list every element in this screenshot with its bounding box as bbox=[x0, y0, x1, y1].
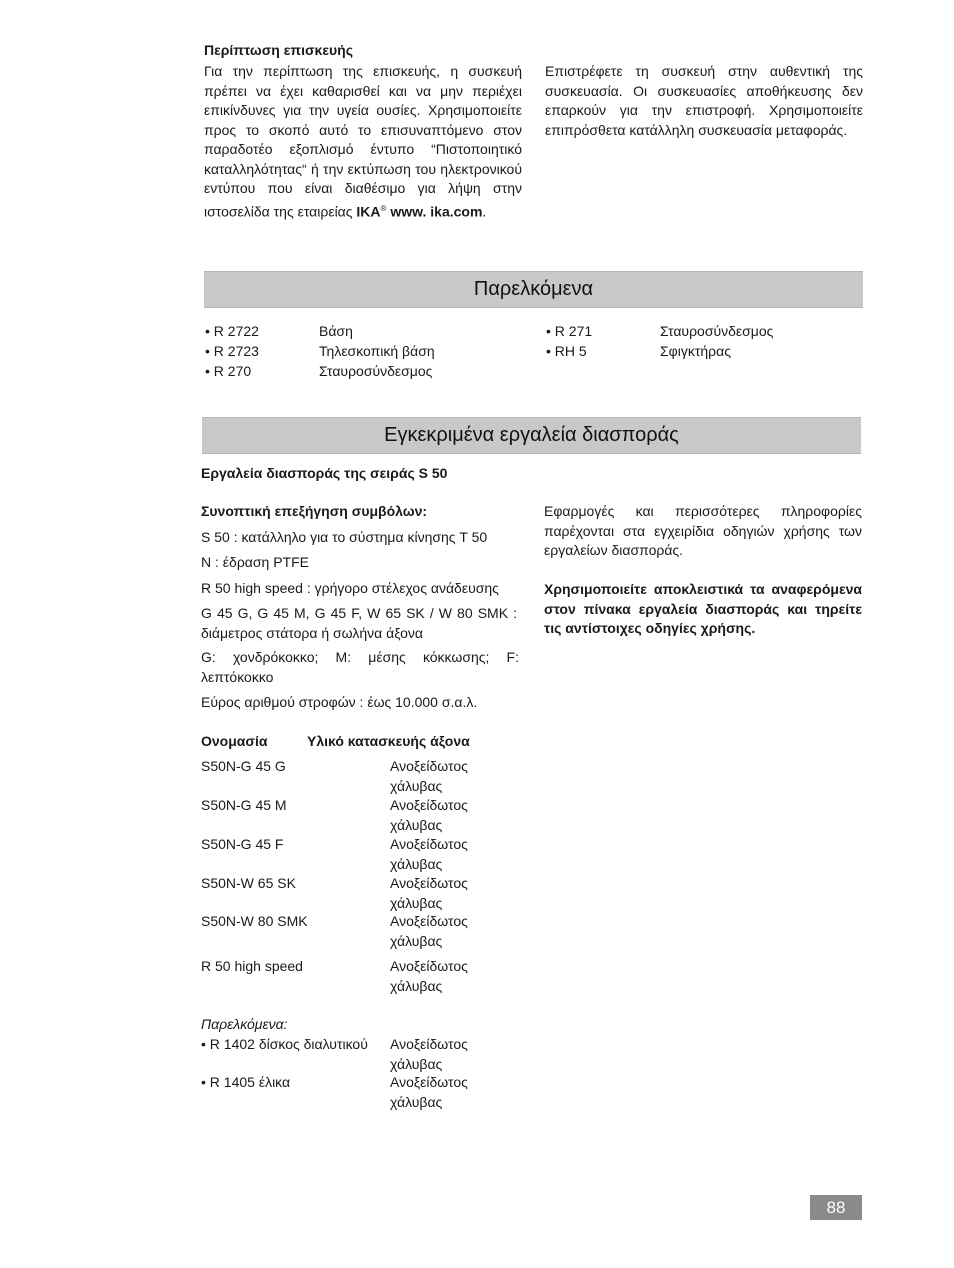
tool-name: S50N-G 45 M bbox=[201, 797, 287, 813]
tools-banner bbox=[202, 417, 861, 454]
tool-material: Ανοξείδωτος χάλυβας bbox=[390, 913, 468, 949]
symbol-line: G 45 G, G 45 M, G 45 F, W 65 SK / W 80 SMK : διάμετρος στάτορα ή σωλήνα άξονα bbox=[201, 605, 517, 641]
tools-subtitle: Εργαλεία διασποράς της σειράς S 50 bbox=[201, 465, 448, 481]
accessory-code: • R 271 bbox=[546, 323, 593, 339]
symbol-line: R 50 high speed : γρήγορο στέλεχος ανάδευσης bbox=[201, 580, 499, 596]
repair-text-right: Επιστρέφετε τη συσκευή στην αυθεντική της συσκευασία. Οι συσκευασίες αποθήκευσης δεν επαρκούν για την επιστροφή. Χρησιμοποιείτε επιπρόσθετα κατάλληλη συσκευασία μεταφοράς. bbox=[545, 63, 863, 138]
repair-text-left bbox=[204, 62, 522, 222]
brand-name: IKA bbox=[356, 203, 381, 220]
accessory-code: • R 2722 bbox=[205, 323, 259, 339]
repair-heading: Περίπτωση επισκευής bbox=[204, 42, 353, 58]
tool-material: Ανοξείδωτος χάλυβας bbox=[390, 875, 468, 911]
table-header bbox=[201, 732, 521, 752]
table-header-name: Ονομασία bbox=[201, 733, 268, 749]
tool-material: Ανοξείδωτος χάλυβας bbox=[390, 1036, 468, 1072]
accessory-name: Σφιγκτήρας bbox=[660, 343, 731, 359]
symbol-line: Εύρος αριθμού στροφών : έως 10.000 σ.α.λ. bbox=[201, 694, 478, 710]
accessory-name: Τηλεσκοπική βάση bbox=[319, 343, 435, 359]
tools-title: Εγκεκριμένα εργαλεία διασποράς bbox=[384, 424, 679, 446]
tool-name: • R 1402 δίσκος διαλυτικού bbox=[201, 1036, 368, 1052]
tool-material: Ανοξείδωτος χάλυβας bbox=[390, 958, 468, 994]
accessory-code: • RH 5 bbox=[546, 343, 587, 359]
tool-name: S50N-W 65 SK bbox=[201, 875, 296, 891]
symbol-line: G: χονδρόκοκκο; M: μέσης κόκκωσης; F: λεπτόκοκκο bbox=[201, 649, 519, 685]
tools-warning-paragraph: Χρησιμοποιείτε αποκλειστικά τα αναφερόμενα στον πίνακα εργαλεία διασποράς και τηρείτε τις αντίστοιχες οδηγίες χρήσης. bbox=[544, 581, 862, 636]
tool-material: Ανοξείδωτος χάλυβας bbox=[390, 758, 468, 794]
tool-material: Ανοξείδωτος χάλυβας bbox=[390, 797, 468, 833]
tools-accessories-heading: Παρελκόμενα: bbox=[201, 1016, 288, 1032]
tool-name: S50N-G 45 F bbox=[201, 836, 284, 852]
symbol-line: N : έδραση PTFE bbox=[201, 554, 309, 570]
tool-material: Ανοξείδωτος χάλυβας bbox=[390, 1074, 468, 1110]
accessories-title: Παρελκόμενα bbox=[473, 278, 594, 300]
accessory-name: Σταυροσύνδεσμος bbox=[660, 323, 774, 339]
accessories-banner bbox=[204, 271, 863, 308]
accessory-code: • R 2723 bbox=[205, 343, 259, 359]
page-number: 88 bbox=[810, 1195, 862, 1220]
accessory-name: Βάση bbox=[319, 323, 353, 339]
tool-material: Ανοξείδωτος χάλυβας bbox=[390, 836, 468, 872]
tools-info-paragraph: Εφαρμογές και περισσότερες πληροφορίες παρέχονται στα εγχειρίδια οδηγιών χρήσης των εργαλείων διασποράς. bbox=[544, 503, 862, 558]
accessory-name: Σταυροσύνδεσμος bbox=[319, 363, 433, 379]
registered-mark: ® bbox=[380, 203, 387, 213]
tool-name: S50N-W 80 SMK bbox=[201, 913, 308, 929]
website-link-part1[interactable]: www. bbox=[390, 203, 427, 220]
table-header-material: Υλικό κατασκευής άξονα bbox=[307, 733, 470, 749]
tool-name: R 50 high speed bbox=[201, 958, 303, 974]
repair-period: . bbox=[482, 203, 487, 220]
accessory-code: • R 270 bbox=[205, 363, 252, 379]
symbol-line: S 50 : κατάλληλο για το σύστημα κίνησης T 50 bbox=[201, 529, 488, 545]
symbols-heading: Συνοπτική επεξήγηση συμβόλων: bbox=[201, 503, 428, 519]
tool-name: • R 1405 έλικα bbox=[201, 1074, 291, 1090]
repair-text: Για την περίπτωση της επισκευής, η συσκευή πρέπει να έχει καθαρισθεί και να μην περιέχει επικίνδυνες για την υγεία ουσίες. Χρησιμοποιείτε προς το σκοπό αυτό το επισυναπτόμενο στον παραδοτέο εξοπλισμό έντυπο “Πιστοποιητικό καταλληλότητας“ ή την εκτύπωση του ηλεκτρονικού εντύπου που είναι διαθέσιμο για λήψη στην ιστοσελίδα της εταιρείας bbox=[204, 63, 522, 220]
tool-name: S50N-G 45 G bbox=[201, 758, 286, 774]
website-link-part2[interactable]: ika.com bbox=[430, 203, 483, 220]
